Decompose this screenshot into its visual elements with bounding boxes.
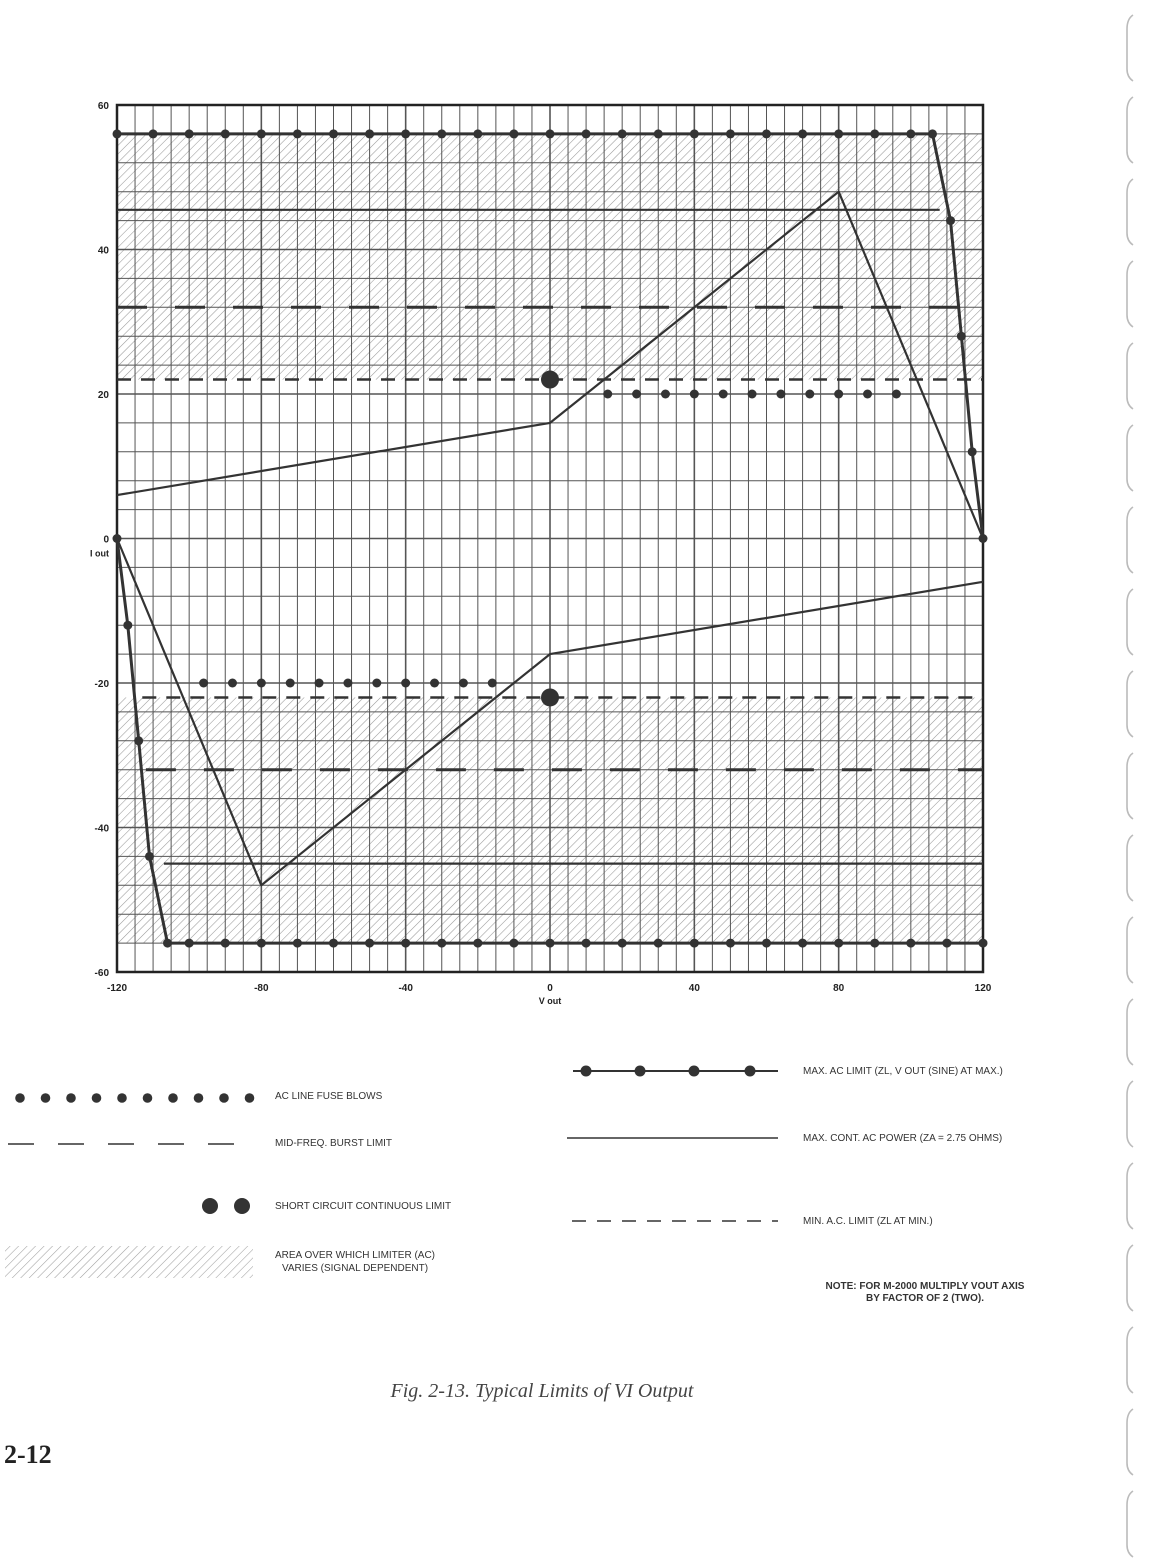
y-tick-label: -60 [94,968,109,979]
x-tick-label: 120 [974,983,992,994]
page-margin-mark [1127,1491,1133,1557]
x-tick-label: -120 [106,983,128,994]
fuse-blows-point [199,679,208,688]
page-margin-mark [1127,671,1133,737]
max-ac-limit-marker [509,939,518,948]
legend-fuse-dot-icon [117,1093,127,1103]
y-tick-label: 60 [97,101,109,112]
legend-fuse-dot-icon [41,1093,51,1103]
max-ac-limit-marker [257,129,266,138]
short-circuit-point [541,688,559,706]
max-ac-limit-marker [834,129,843,138]
legend-max-ac-dot-icon [689,1066,700,1077]
max-ac-limit-marker [293,939,302,948]
fuse-blows-point [315,679,324,688]
legend-area-hatch-icon [5,1246,253,1278]
fuse-blows-point [661,390,670,399]
max-ac-limit-marker [221,939,230,948]
max-ac-limit-marker [654,129,663,138]
fuse-blows-point [257,679,266,688]
legend-max-ac-dot-icon [581,1066,592,1077]
max-ac-limit-marker [906,939,915,948]
legend-max-ac-dot-icon [745,1066,756,1077]
x-tick-label: -80 [254,983,269,994]
max-ac-limit-marker [928,129,937,138]
page-margin-mark [1127,1245,1133,1311]
max-ac-limit-marker [690,939,699,948]
page-margin-mark [1127,835,1133,901]
page-number: 2-12 [4,1440,52,1469]
max-ac-limit-marker [473,129,482,138]
legend-max-ac-limit-label: MAX. AC LIMIT (ZL, V OUT (SINE) AT MAX.) [803,1066,1003,1077]
max-ac-limit-marker [582,939,591,948]
legend-area-label [275,1249,435,1275]
x-tick-label: 80 [833,983,845,994]
fuse-blows-point [401,679,410,688]
max-ac-limit-marker [149,129,158,138]
max-ac-limit-marker [979,939,988,948]
page-margin-mark [1127,343,1133,409]
fuse-blows-point [632,390,641,399]
max-ac-limit-marker [145,852,154,861]
max-ac-limit-marker [221,129,230,138]
max-ac-limit-marker [473,939,482,948]
page-margin-mark [1127,1409,1133,1475]
y-tick-label: 20 [97,390,109,401]
legend-fuse-dot-icon [143,1093,153,1103]
max-ac-limit-marker [257,939,266,948]
max-ac-limit-marker [546,939,555,948]
y-axis-label: I out [90,548,109,559]
max-ac-limit-marker [185,129,194,138]
page-margin-mark [1127,15,1133,81]
legend-fuse-dot-icon [219,1093,229,1103]
y-tick-label: -20 [94,679,109,690]
fuse-blows-point [228,679,237,688]
short-circuit-point [541,371,559,389]
legend-fuse-dot-icon [15,1093,25,1103]
max-ac-limit-marker [113,129,122,138]
legend-fuse-dot-icon [168,1093,178,1103]
max-ac-limit-marker [946,216,955,225]
fuse-blows-point [603,390,612,399]
page-margin-mark [1127,1163,1133,1229]
legend-short-circuit-icon [202,1198,218,1214]
fuse-blows-point [892,390,901,399]
max-ac-limit-marker [798,129,807,138]
fuse-blows-point [805,390,814,399]
max-ac-limit-marker [546,129,555,138]
fuse-blows-point [834,390,843,399]
max-ac-limit-marker [834,939,843,948]
page-margin-mark [1127,1081,1133,1147]
legend-fuse-dot-icon [92,1093,102,1103]
page-margin-mark [1127,425,1133,491]
fuse-blows-point [430,679,439,688]
max-ac-limit-marker [185,939,194,948]
legend-fuse-dot-icon [194,1093,204,1103]
max-ac-limit-marker [401,939,410,948]
legend-burst-limit-label: MID-FREQ. BURST LIMIT [275,1138,393,1149]
page-margin-mark [1127,917,1133,983]
legend-short-circuit-icon [234,1198,250,1214]
y-tick-label: -40 [94,823,109,835]
page-margin-mark [1127,507,1133,573]
legend-fuse-dot-icon [66,1093,76,1103]
max-ac-limit-marker [870,129,879,138]
max-ac-limit-marker [509,129,518,138]
x-tick-label: 0 [547,983,553,994]
max-ac-limit-marker [798,939,807,948]
figure-caption: Fig. 2-13. Typical Limits of VI Output [390,1380,694,1402]
legend-min-ac-limit-label: MIN. A.C. LIMIT (ZL AT MIN.) [803,1216,933,1227]
max-ac-limit-marker [957,332,966,341]
legend-area-line1: AREA OVER WHICH LIMITER (AC) [275,1250,436,1261]
page-margin-mark [1127,753,1133,819]
legend-fuse-blows-label: AC LINE FUSE BLOWS [275,1091,383,1102]
max-ac-limit-marker [690,129,699,138]
page-margin-mark [1127,999,1133,1065]
fuse-blows-point [748,390,757,399]
max-ac-limit-marker [437,129,446,138]
max-ac-limit-marker [618,129,627,138]
page-margin-mark [1127,261,1133,327]
page-margin-mark [1127,1327,1133,1393]
fuse-blows-point [690,390,699,399]
y-tick-label: 0 [103,534,109,546]
max-ac-limit-marker [870,939,879,948]
max-ac-limit-marker [968,447,977,456]
max-ac-limit-marker [726,129,735,138]
max-ac-limit-marker [134,736,143,745]
max-ac-limit-marker [163,939,172,948]
max-ac-limit-marker [329,939,338,948]
fuse-blows-point [776,390,785,399]
legend-fuse-dot-icon [245,1093,255,1103]
y-tick-label: 40 [97,245,109,257]
max-ac-limit-marker [123,621,132,630]
page-margin-mark [1127,97,1133,163]
max-ac-limit-marker [293,129,302,138]
max-ac-limit-marker [401,129,410,138]
x-axis-label: V out [538,996,562,1006]
max-ac-limit-marker [762,939,771,948]
legend-area-line2: VARIES (SIGNAL DEPENDENT) [281,1263,429,1274]
note-line2: BY FACTOR OF 2 (TWO). [866,1293,984,1304]
max-ac-limit-marker [942,939,951,948]
fuse-blows-point [372,679,381,688]
note-line1: NOTE: FOR M-2000 MULTIPLY VOUT AXIS [825,1281,1025,1292]
max-ac-limit-marker [582,129,591,138]
page-margin-mark [1127,179,1133,245]
max-ac-limit-marker [365,939,374,948]
max-ac-limit-marker [654,939,663,948]
fuse-blows-point [459,679,468,688]
fuse-blows-point [863,390,872,399]
legend-max-ac-dot-icon [635,1066,646,1077]
fuse-blows-point [343,679,352,688]
fuse-blows-point [719,390,728,399]
page-margin-mark [1127,589,1133,655]
fuse-blows-point [286,679,295,688]
x-tick-label: 40 [688,983,700,994]
legend-short-circuit-label: SHORT CIRCUIT CONTINUOUS LIMIT [275,1201,452,1212]
max-ac-limit-marker [365,129,374,138]
max-ac-limit-marker [906,129,915,138]
fuse-blows-point [488,679,497,688]
max-ac-limit-marker [437,939,446,948]
note [800,1281,1050,1305]
max-ac-limit-marker [726,939,735,948]
max-ac-limit-marker [618,939,627,948]
legend-max-cont-power-label: MAX. CONT. AC POWER (ZA = 2.75 OHMS) [803,1133,1003,1144]
max-ac-limit-marker [762,129,771,138]
max-ac-limit-marker [329,129,338,138]
x-tick-label: -40 [398,983,413,994]
